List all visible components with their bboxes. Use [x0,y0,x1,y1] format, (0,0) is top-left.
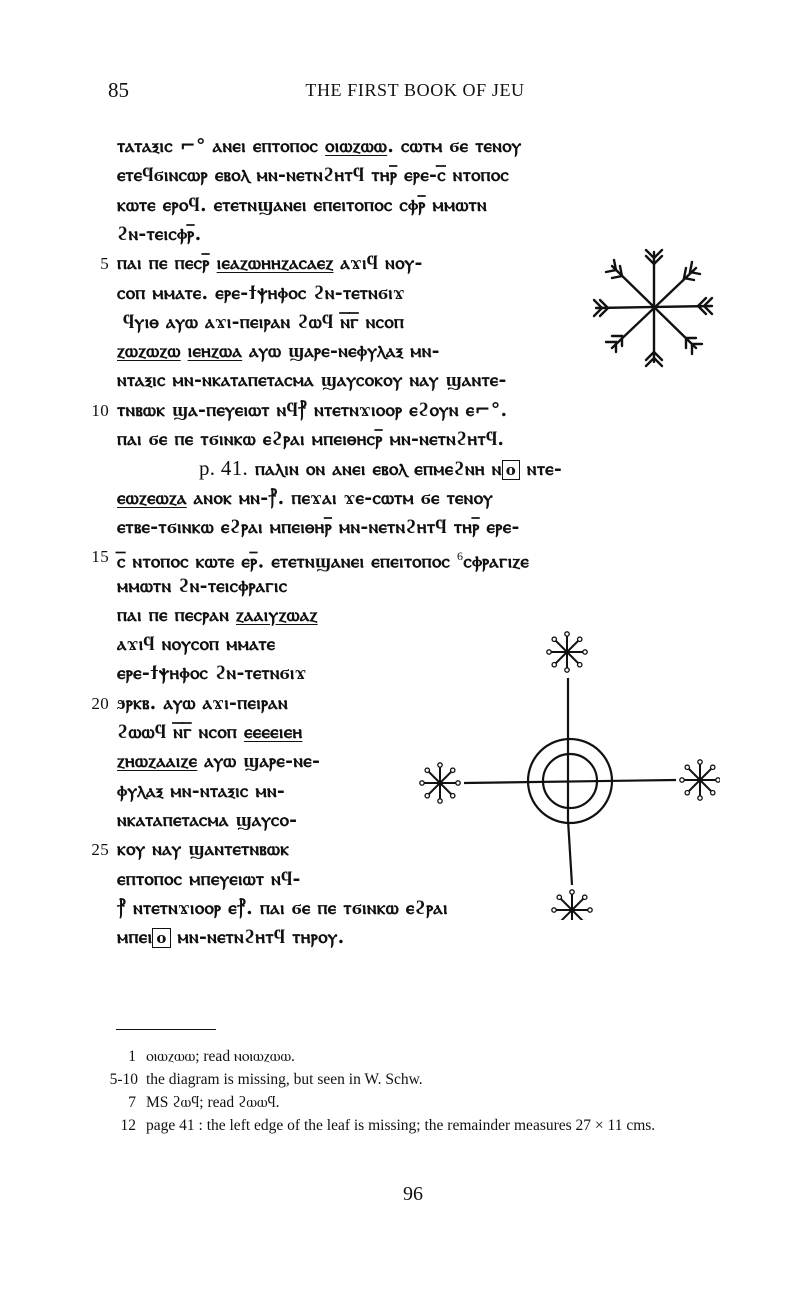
text-span: ⲛⲧⲉ- [520,458,563,481]
footnote: 7 MS ϩⲱϥ; read ϩⲱⲱϥ. [128,1094,280,1111]
footnote-rule [116,1029,216,1030]
text-span: ⲙⲙⲱⲧⲛ ϩⲛ-ⲧⲉⲓⲥⲫⲣⲁⲅⲓⲥ [117,574,288,597]
text-line [117,718,387,747]
text-span: ⲥⲟⲡ ⲙⲙⲁⲧⲉ. ⲉⲣⲉ-ϯⲯⲏⲫⲟⲥ ϩⲛ-ⲧⲉⲧⲛϭⲓϫ [117,281,405,304]
text-line [100,249,572,278]
text-span: ⲉⲧⲉϥϭⲓⲛⲥⲱⲣ ⲉⲃⲟⲗ ⲙⲛ-ⲛⲉⲧⲛϩⲏⲧϥ ⲧⲏⲣ̅ ⲉⲣⲉ-ⲥ̅ ⲛⲧⲟⲡⲟⲥ [117,164,509,187]
text-line [117,865,387,894]
text-line [117,747,387,776]
footnote: 12 page 41 : the left edge of the leaf is missing; the remainder measures 27 × 11 cms. [120,1117,656,1134]
running-title: THE FIRST BOOK OF JEU [305,80,525,100]
page-number: 85 [108,78,129,102]
text-line [117,161,722,190]
text-line [117,806,387,835]
line-number: 25 [91,840,109,860]
text-span: ⲡⲁⲓ ⲡⲉ ⲡⲉⲥⲣⲁⲛ [117,603,237,626]
text-line [117,484,722,513]
boxed-lacuna: o [152,928,170,948]
text-line [117,777,387,806]
line-number: 5 [100,254,109,274]
text-span: ⲉⲣⲉ-ϯⲯⲏⲫⲟⲥ ϩⲛ-ⲧⲉⲧⲛϭⲓϫ [117,662,307,685]
text-span: ϧⲣⲕⲃ. ⲁⲩⲱ ⲁϫⲓ-ⲡⲉⲓⲣⲁⲛ [117,691,288,714]
underlined-name: ⲓⲉⲁⲍⲱⲏⲏⲍⲁⲥⲁⲉⲍ [216,252,334,275]
boxed-lacuna: o [502,460,520,480]
line-number: 20 [91,693,109,713]
text-span: ⲁⲩⲱ ϣⲁⲣⲉ-ⲛⲉ- [197,750,321,773]
text-line [117,366,722,395]
underlined-name: ⲍⲏⲱⲍⲁⲁⲓⲍⲉ [117,750,198,773]
footnote-ref: 6 [457,549,464,564]
text-span: ⲛⲧⲁⲝⲓⲥ ⲙⲛ-ⲛⲕⲁⲧⲁⲡⲉⲧⲁⲥⲙⲁ ϣⲁⲩⲥⲟⲕⲟⲩ ⲛⲁⲩ ϣⲁⲛⲧⲉ- [117,369,507,392]
text-span: ⲕⲱⲧⲉ ⲉⲣⲟϥ. ⲉⲧⲉⲧⲛϣⲁⲛⲉⲓ ⲉⲡⲉⲓⲧⲟⲡⲟⲥ ⲥⲫⲣ̅ ⲙⲙⲱⲧⲛ [117,193,487,216]
line-number: 15 [91,547,109,567]
text-line [123,308,578,337]
text-span: ϩⲛ-ⲧⲉⲓⲥⲫⲣ̅. [117,222,202,245]
text-line [91,542,722,573]
text-span: ⲧⲁⲧⲁⲝⲓⲥ ⌐° ⲁⲛⲉⲓ ⲉⲡⲧⲟⲡⲟⲥ [117,135,326,157]
text-line [117,659,387,688]
footnote: 5-10 the diagram is missing, but seen in W. Schw. [109,1071,423,1088]
text-line [117,923,722,952]
line-number: 10 [91,400,109,420]
text-span: ⲡⲁⲓ ⲡⲉ ⲡⲉⲥⲣ̅ [117,252,217,275]
underlined-name: ⲍⲱⲍⲱⲍⲱ [117,340,181,363]
text-line [117,279,572,308]
text-line [117,572,387,601]
text-line [199,454,804,483]
underlined-name: ⲉⲱⲍⲉⲱⲍⲁ [117,486,187,509]
text-line [91,396,722,425]
text-span: ⲁϫⲓϥ ⲛⲟⲩⲥⲟⲡ ⲙⲙⲁⲧⲉ [117,633,276,656]
text-span: ⲡⲁⲗⲓⲛ ⲟⲛ ⲁⲛⲉⲓ ⲉⲃⲟⲗ ⲉⲡⲙⲉϩⲛⲏ ⲛ [248,458,502,481]
text-span: ⲉⲧⲃⲉ-ⲧϭⲓⲛⲕⲱ ⲉϩⲣⲁⲓ ⲙⲡⲉⲓⲑⲏⲣ̅ ⲙⲛ-ⲛⲉⲧⲛϩⲏⲧϥ ⲧⲏⲣ̅ ⲉⲣⲉ- [117,515,520,538]
text-span: ⲕⲟⲩ ⲛⲁⲩ ϣⲁⲛⲧⲉⲧⲛⲃⲱⲕ [117,838,290,861]
text-span: ⲁⲛⲟⲕ ⲙⲛ-⳨. ⲡⲉϫⲁⲓ ϫⲉ-ⲥⲱⲧⲙ ϭⲉ ⲧⲉⲛⲟⲩ [186,486,494,509]
text-span: ⳨ ⲛⲧⲉⲧⲛϫⲓⲟⲟⲣ ⲉ⳨. ⲡⲁⲓ ϭⲉ ⲡⲉ ⲧϭⲓⲛⲕⲱ ⲉϩⲣⲁⲓ [117,896,448,919]
text-span: ⲉⲡⲧⲟⲡⲟⲥ ⲙⲡⲉⲩⲉⲓⲱⲧ ⲛϥ- [117,867,301,890]
text-span: ⲫⲩⲗⲁⲝ ⲙⲛ-ⲛⲧⲁⲝⲓⲥ ⲙⲛ- [117,779,286,802]
asterisk-star-icon [420,632,720,920]
text-line [91,689,387,718]
underlined-name: ⲓⲉⲏⲍⲱⲁ [187,340,243,363]
text-line [117,601,387,630]
text-line [117,337,572,366]
footnotes [108,1045,728,1137]
text-span: ⲧⲛⲃⲱⲕ ϣⲁ-ⲡⲉⲩⲉⲓⲱⲧ ⲛϥ⳨ ⲛⲧⲉⲧⲛϫⲓⲟⲟⲣ ⲉϩⲟⲩⲛ ⲉ⌐°. [117,398,508,421]
text-span: ⲡⲁⲓ ϭⲉ ⲡⲉ ⲧϭⲓⲛⲕⲱ ⲉϩⲣⲁⲓ ⲙⲡⲉⲓⲑⲏⲥⲣ̅ ⲙⲛ-ⲛⲉⲧⲛϩⲏⲧϥ. [117,428,505,450]
text-line [117,630,387,659]
text-line [117,132,722,161]
footnote: 1 ⲟⲓⲱⲍⲱⲱ; read ⲛⲟⲓⲱⲍⲱⲱ. [128,1048,295,1065]
text-span: ⲛⲕⲁⲧⲁⲡⲉⲧⲁⲥⲙⲁ ϣⲁⲩⲥⲟ- [117,808,298,831]
text-span: ⲥ̅ ⲛⲧⲟⲡⲟⲥ ⲕⲱⲧⲉ ⲉⲣ̅. ⲉⲧⲉⲧⲛϣⲁⲛⲉⲓ ⲉⲡⲉⲓⲧⲟⲡⲟⲥ [117,550,458,573]
text-span: ϥⲩⲓⲑ ⲁⲩⲱ ⲁϫⲓ-ⲡⲉⲓⲣⲁⲛ ϩⲱϥ ⲛ̅ⲅ̅ ⲛⲥⲟⲡ [123,310,405,333]
text-line [91,835,387,864]
text-line [117,425,722,454]
underlined-name: ⲍⲁⲁⲓⲩⲍⲱⲁⲍ [236,603,318,626]
text-span: ⲁϫⲓϥ ⲛⲟⲩ- [333,252,423,275]
text-span [181,340,188,362]
text-span: ⲙⲛ-ⲛⲉⲧⲛϩⲏⲧϥ ⲧⲏⲣⲟⲩ. [170,926,345,949]
text-span: . ⲥⲱⲧⲙ ϭⲉ ⲧⲉⲛⲟⲩ [387,135,522,157]
underlined-name: ⲉⲉⲉⲉⲓⲉⲏ [243,721,303,743]
text-span: ⲥⲫⲣⲁⲅⲓⲍⲉ [463,550,530,573]
text-span: ⲁⲩⲱ ϣⲁⲣⲉ-ⲛⲉⲫⲩⲗⲁⲝ ⲙⲛ- [242,340,440,363]
underlined-name: ⲟⲓⲱⲍⲱⲱ [325,135,388,157]
text-line [117,191,722,220]
cross-circle-seal-diagram [400,620,720,920]
text-span: ϩⲱⲱϥ ⲛ̅ⲅ̅ ⲛⲥⲟⲡ [117,721,244,743]
text-line [117,513,722,542]
eight-spoked-seal-diagram [588,244,716,368]
manuscript-page-marker: p. 41. [199,456,249,481]
folio-number: 96 [403,1183,423,1205]
text-span: ⲙⲡⲉⲓ [117,926,153,949]
